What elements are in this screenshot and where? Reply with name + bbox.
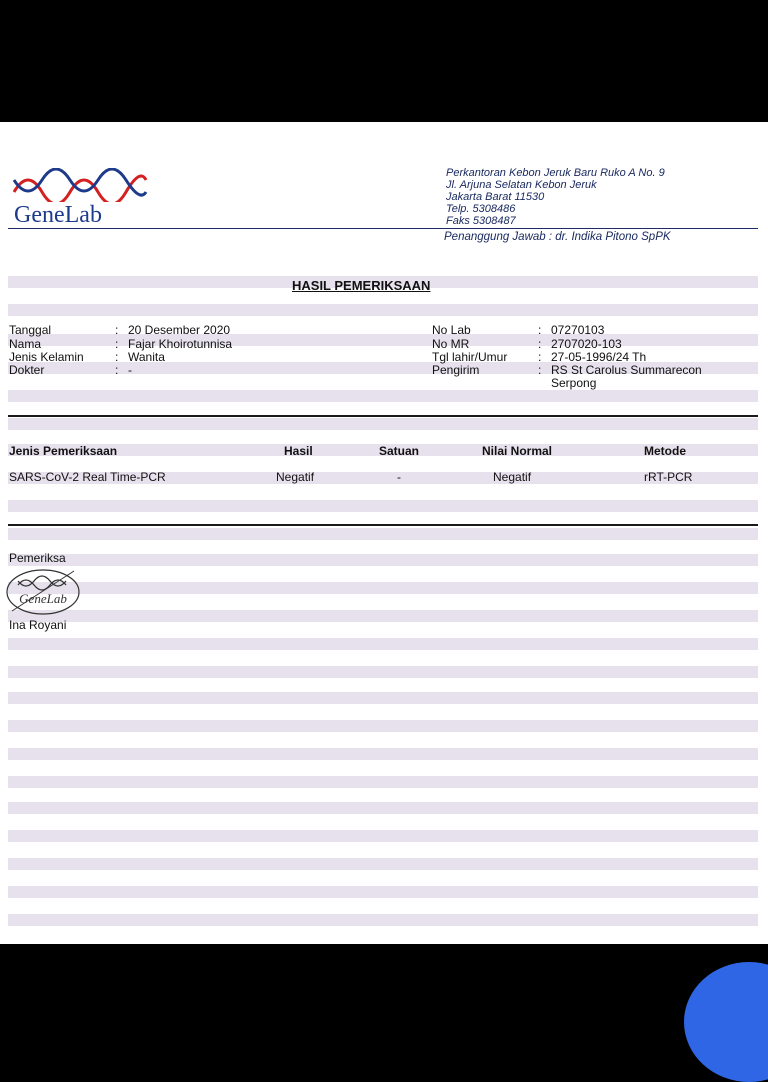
header-divider — [8, 228, 758, 229]
date-value: 20 Desember 2020 — [128, 323, 231, 337]
lab-stamp-icon — [4, 567, 82, 617]
birthdate-age-label: Tgl lahir/Umur — [432, 350, 508, 364]
responsible-doctor: Penanggung Jawab : dr. Indika Pitono SpPK — [444, 231, 671, 243]
address-line-1: Perkantoran Kebon Jeruk Baru Ruko A No. 9 — [446, 167, 665, 179]
address-line-2: Jl. Arjuna Selatan Kebon Jeruk — [446, 179, 597, 191]
name-label: Nama — [9, 337, 42, 351]
separator: : — [538, 350, 542, 364]
birthdate-age-value: 27-05-1996/24 Th — [551, 350, 647, 364]
test-name-cell: SARS-CoV-2 Real Time-PCR — [9, 470, 166, 484]
name-value: Fajar Khoirotunnisa — [128, 337, 233, 351]
floating-action-button[interactable] — [684, 962, 768, 1082]
mr-number-value: 2707020-103 — [551, 337, 622, 351]
gender-value: Wanita — [128, 350, 165, 364]
examiner-name: Ina Royani — [9, 618, 67, 632]
lab-number-value: 07270103 — [551, 323, 605, 337]
normal-value-cell: Negatif — [493, 470, 532, 484]
unit-cell: - — [397, 470, 401, 484]
doctor-label: Dokter — [9, 363, 45, 377]
examiner-label: Pemeriksa — [9, 551, 66, 565]
sender-value-line-2: Serpong — [551, 376, 597, 390]
phone-line: Telp. 5308486 — [446, 203, 516, 215]
method-cell: rRT-PCR — [644, 470, 693, 484]
doctor-value: - — [128, 363, 132, 377]
logo-text: GeneLab — [14, 202, 102, 228]
column-header-result: Hasil — [284, 444, 313, 458]
separator: : — [115, 323, 119, 337]
separator: : — [538, 323, 542, 337]
stamp-text: GeneLab — [19, 591, 67, 606]
separator: : — [115, 337, 119, 351]
column-header-normal-value: Nilai Normal — [482, 444, 553, 458]
sender-value: RS St Carolus Summarecon — [551, 363, 702, 377]
column-header-method: Metode — [644, 444, 686, 458]
report-title: HASIL PEMERIKSAAN — [292, 278, 431, 293]
mr-number-label: No MR — [432, 337, 470, 351]
section-divider — [8, 524, 758, 526]
section-divider — [8, 415, 758, 417]
genelab-logo-icon — [12, 168, 148, 202]
sender-label: Pengirim — [432, 363, 480, 377]
lab-report-document — [0, 122, 768, 944]
gender-label: Jenis Kelamin — [9, 350, 84, 364]
separator: : — [115, 363, 119, 377]
separator: : — [538, 363, 542, 377]
column-header-test: Jenis Pemeriksaan — [9, 444, 118, 458]
separator: : — [538, 337, 542, 351]
lab-number-label: No Lab — [432, 323, 471, 337]
date-label: Tanggal — [9, 323, 52, 337]
address-line-3: Jakarta Barat 11530 — [446, 191, 545, 203]
column-header-unit: Satuan — [379, 444, 420, 458]
fax-line: Faks 5308487 — [446, 215, 516, 227]
separator: : — [115, 350, 119, 364]
result-cell: Negatif — [276, 470, 315, 484]
